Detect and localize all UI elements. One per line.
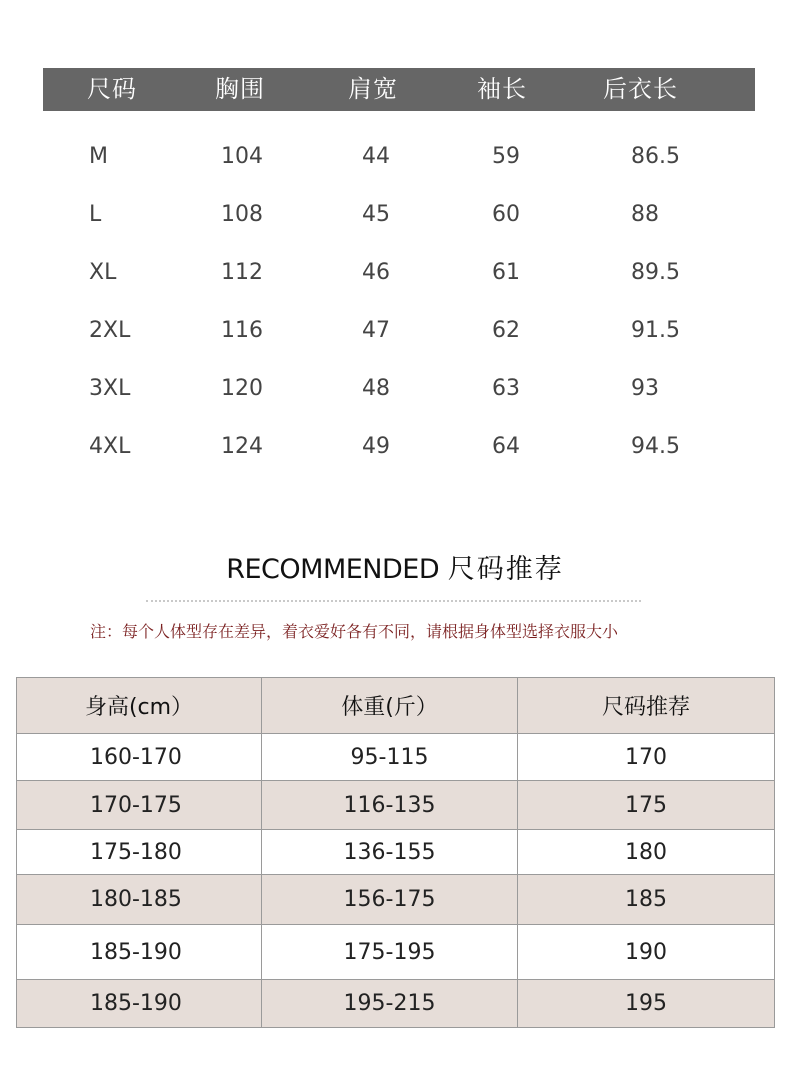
header-shoulder: 肩宽 [348, 75, 398, 103]
height-cell: 180-185 [90, 887, 182, 912]
size-cell: 170 [517, 734, 774, 780]
size-cell: 91.5 [631, 318, 680, 343]
size-cell: 104 [221, 144, 263, 169]
header-size-recommend: 尺码推荐 [517, 678, 774, 733]
size-row [0, 369, 790, 409]
size-row [0, 427, 790, 467]
header-chest: 胸围 [215, 75, 265, 103]
size-cell: 116 [221, 318, 263, 343]
size-cell: 64 [492, 434, 520, 459]
height-cell: 175-180 [90, 839, 182, 865]
weight-cell: 136-155 [261, 830, 517, 874]
size-cell: 112 [221, 260, 263, 285]
weight-cell: 175-195 [261, 925, 517, 979]
size-cell: 108 [221, 202, 263, 227]
size-cell: 45 [362, 202, 390, 227]
weight-cell: 156-175 [261, 875, 517, 924]
size-cell: 63 [492, 376, 520, 401]
size-cell: XL [89, 260, 117, 285]
size-cell: 124 [221, 434, 263, 459]
size-cell: 3XL [89, 376, 131, 401]
size-cell: 60 [492, 202, 520, 227]
size-cell: 62 [492, 318, 520, 343]
size-cell: 49 [362, 434, 390, 459]
size-table-header [43, 68, 755, 111]
table-row [17, 874, 774, 924]
recommend-title-en: RECOMMENDED [226, 554, 440, 585]
header-weight: 体重(斤） [261, 678, 517, 733]
height-cell: 185-190 [90, 991, 182, 1016]
fit-note: 注：每个人体型存在差异，着衣爱好各有不同，请根据身体型选择衣服大小 [90, 622, 619, 641]
size-cell: M [89, 144, 108, 169]
size-cell: 120 [221, 376, 263, 401]
table-row [17, 979, 774, 1027]
recommend-title-zh: 尺码推荐 [447, 554, 564, 585]
size-cell: 2XL [89, 318, 131, 343]
size-cell: 190 [517, 925, 774, 979]
title-divider [146, 600, 641, 602]
size-cell: 86.5 [631, 144, 680, 169]
size-cell: 59 [492, 144, 520, 169]
size-row [0, 195, 790, 235]
size-row [0, 137, 790, 177]
recommend-table-header [17, 678, 774, 733]
header-size: 尺码 [87, 75, 137, 103]
size-cell: 44 [362, 144, 390, 169]
size-row [0, 311, 790, 351]
recommend-table [16, 677, 775, 1028]
height-cell: 170-175 [90, 792, 182, 818]
table-row [17, 829, 774, 874]
header-height: 身高(cm） [84, 695, 194, 720]
size-cell: 61 [492, 260, 520, 285]
size-cell: 47 [362, 318, 390, 343]
height-cell: 160-170 [90, 744, 182, 770]
header-length: 后衣长 [603, 75, 678, 103]
weight-cell: 95-115 [261, 734, 517, 780]
size-cell: 48 [362, 376, 390, 401]
table-row [17, 733, 774, 780]
header-sleeve: 袖长 [477, 75, 527, 103]
size-cell: 93 [631, 376, 659, 401]
recommend-title [0, 548, 790, 592]
weight-cell: 116-135 [261, 781, 517, 829]
size-cell: 4XL [89, 434, 131, 459]
size-cell: L [89, 202, 102, 227]
size-cell: 185 [517, 875, 774, 924]
height-cell: 185-190 [90, 939, 182, 965]
size-cell: 175 [517, 781, 774, 829]
size-cell: 94.5 [631, 434, 680, 459]
size-cell: 195 [517, 980, 774, 1027]
size-cell: 180 [517, 830, 774, 874]
size-row [0, 253, 790, 293]
size-cell: 46 [362, 260, 390, 285]
size-cell: 88 [631, 202, 659, 227]
weight-cell: 195-215 [261, 980, 517, 1027]
table-row [17, 780, 774, 829]
table-row [17, 924, 774, 979]
size-cell: 89.5 [631, 260, 680, 285]
